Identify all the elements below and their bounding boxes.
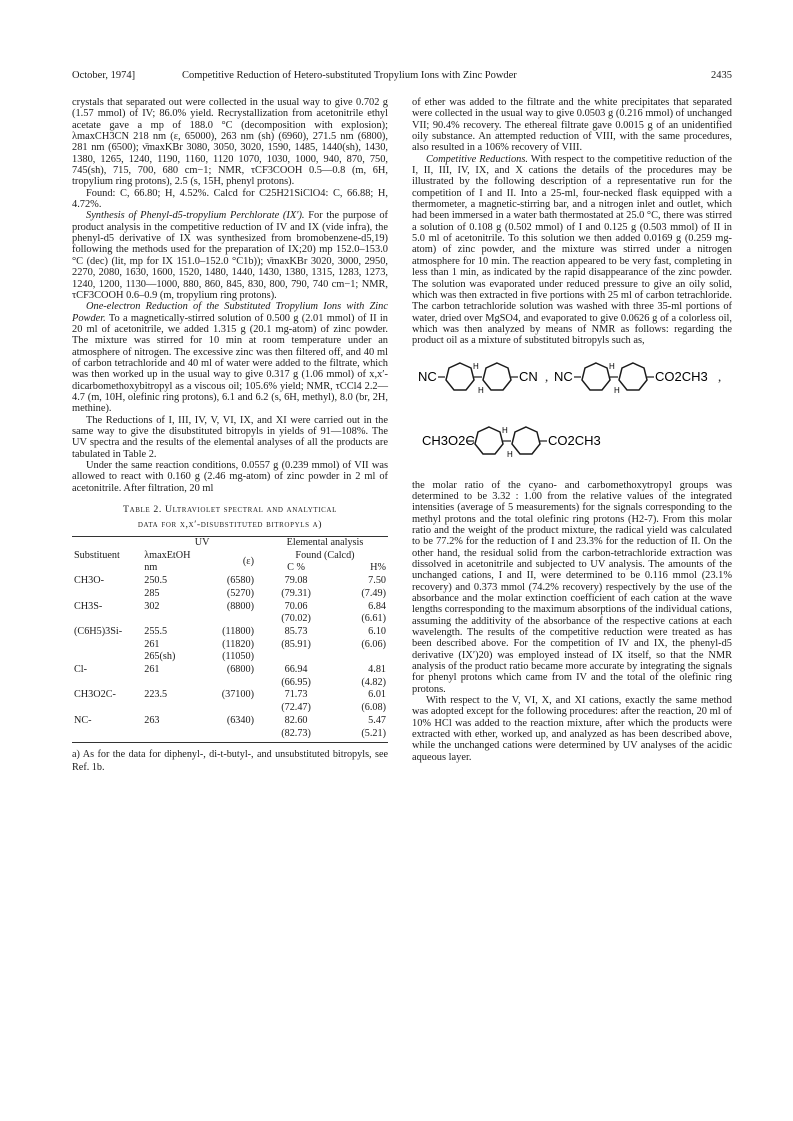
table-row <box>72 728 388 743</box>
table-footnote: a) As for the data for diphenyl-, di-t-butyl-, and unsubstituted bitropyls, see Ref. 1b. <box>72 749 388 773</box>
cell-hydrogen: 6.84 <box>368 600 386 612</box>
table-row <box>72 664 388 677</box>
cell-lambda: 263 <box>144 714 160 726</box>
separator: , <box>718 368 722 384</box>
cell-carbon: 85.73 <box>284 625 308 637</box>
table-header-row <box>72 537 388 550</box>
cell-substituent <box>72 588 142 601</box>
cell-hydrogen: (6.61) <box>361 613 386 625</box>
cell-hydrogen: 6.01 <box>368 689 386 701</box>
table-row <box>72 677 388 690</box>
structure-label: NC <box>554 368 573 384</box>
cell-epsilon <box>198 728 262 743</box>
separator: , <box>545 368 549 384</box>
col-header-c: C % <box>287 562 305 574</box>
col-header-h: H% <box>370 562 386 574</box>
cell-epsilon: (5270) <box>226 587 254 599</box>
cell-epsilon <box>198 702 262 715</box>
cell-substituent: CH3S- <box>74 600 103 612</box>
cell-carbon: 70.06 <box>284 600 308 612</box>
cell-substituent <box>72 651 142 664</box>
cell-substituent <box>72 728 142 743</box>
cell-carbon: (70.02) <box>281 613 311 625</box>
structure-row <box>412 360 732 394</box>
section-title: One-electron Reduction of the Substituted Tropylium Ions with Zinc Powder. <box>72 301 388 324</box>
cell-hydrogen: 5.47 <box>368 714 386 726</box>
cell-epsilon <box>198 613 262 626</box>
cell-substituent <box>72 702 142 715</box>
cell-epsilon: (8800) <box>226 600 254 612</box>
paragraph-body: With respect to the competitive reduction of the I, II, III, IV, IX, and X cations the details of the procedures may be illustrated by the following description of a representative run for the competition of I and II. Into a 25-ml, four-necked flask equipped with a thermometer, a magnetic-stirring bar, and a nitrogen inlet and outlet, which had been immersed in a water bath thermostated at 25.0 °C, there was stirred a solution of 0.108 g (0.502 mmol) of I and 0.125 g (0.503 mmol) of II in 5.0 ml of acetonitrile. To this solution we then added 0.0169 g (0.259 mg-atom) of zinc powder, and the mixture was stirred under a nitrogen atmosphere for 10 min. The reaction appeared to be very fast, completing in less than 1 min, as indicated by the rapid disappearance of the zinc powder. The solution was evaporated under reduced pressure to give an oily solid, which was then extracted in five portions with 25 ml of carbon tetrachloride. The carbon tetrachloride solution was washed with three 35-ml portions of water, dried over MgSO4, and evaporated to give 0.0626 g of a colorless oil, which was then analyzed by means of NMR as follows: regarding the product oil as a mixture of substituted bitropyls such as, <box>412 153 732 347</box>
cell-hydrogen: 7.50 <box>368 575 386 587</box>
cell-lambda: 223.5 <box>144 689 168 701</box>
cell-lambda: 255.5 <box>144 625 168 637</box>
paragraph: Under the same reaction conditions, 0.0557 g (0.239 mmol) of VII was allowed to react with 0.160 g (2.46 mg-atom) of zinc powder in 2 ml of acetonitrile. After filtration, 20 ml <box>72 460 388 494</box>
table-caption-line: data for x,x′-disubstituted bitropyls a) <box>137 519 323 531</box>
hydrogen-label: H <box>609 361 615 371</box>
table-row <box>72 575 388 588</box>
data-table <box>72 536 388 743</box>
structure-label: CO2CH3 <box>548 432 601 448</box>
cell-carbon: (79.31) <box>281 587 311 599</box>
left-column <box>72 97 388 775</box>
page-header <box>72 70 732 86</box>
cell-lambda: 261 <box>144 664 160 676</box>
paragraph-body: To a magnetically-stirred solution of 0.500 g (2.01 mmol) of II in 20 ml of acetonitrile, we added 1.315 g (20.1 mg-atom) of zinc powder. The mixture was stirred for 10 min at room temperature under an atmosphere of nitrogen. The excessive zinc was then filtered off, and 40 ml of carbon tetrachloride and 40 ml of water were added to the filtrate, which was then worked up in the usual way to give 0.317 g (1.06 mmol) of x,x′-dicarbomethoxybitropyl as a viscous oil; 105.6% yield; NMR, τCCl4 2.2—4.7 (m, 10H, olefinic ring protons), 6.1 and 6.2 (s, 6H, methyl), 8.0 (br, 2H, methine). <box>72 312 388 415</box>
table-row <box>72 715 388 728</box>
cell-hydrogen: (6.06) <box>361 638 386 650</box>
cell-substituent: CH3O- <box>74 575 104 587</box>
table-row <box>72 702 388 715</box>
cell-carbon: (82.73) <box>262 728 330 743</box>
cell-hydrogen: 4.81 <box>368 664 386 676</box>
paragraph <box>72 210 388 301</box>
structure-row <box>412 424 732 458</box>
running-title: Competitive Reduction of Hetero-substituted Tropylium Ions with Zinc Powder <box>182 70 517 81</box>
cell-carbon <box>262 651 330 664</box>
hydrogen-label: H <box>478 385 484 394</box>
table-row <box>72 639 388 652</box>
hydrogen-label: H <box>507 449 513 458</box>
cell-carbon: 71.73 <box>284 689 308 701</box>
structure-label: NC <box>418 368 437 384</box>
hydrogen-label: H <box>473 361 479 371</box>
cell-lambda <box>142 677 198 690</box>
cell-lambda <box>142 702 198 715</box>
right-column <box>412 97 732 763</box>
paragraph <box>72 301 388 414</box>
col-header-found: Found (Calcd) <box>295 549 355 561</box>
table-row <box>72 588 388 601</box>
cell-lambda: 261 <box>144 638 160 650</box>
cell-lambda <box>142 728 198 743</box>
table-caption-line: Table 2. Ultraviolet spectral and analytical <box>123 504 337 516</box>
cell-substituent <box>72 639 142 652</box>
cell-substituent: CH3O2C- <box>74 689 116 701</box>
col-header-substituent: Substituent <box>74 549 120 561</box>
cell-lambda: 250.5 <box>144 575 168 587</box>
table-caption <box>72 502 388 532</box>
table-row <box>72 626 388 639</box>
journal-date: October, 1974] <box>72 70 136 81</box>
table-row <box>72 601 388 614</box>
cell-epsilon: (6800) <box>226 664 254 676</box>
cell-substituent: Cl- <box>74 664 88 676</box>
structure-label: CH3O2C <box>422 432 475 448</box>
cell-substituent <box>72 677 142 690</box>
cell-epsilon: (37100) <box>221 689 254 701</box>
cell-carbon: 82.60 <box>284 714 308 726</box>
section-title: Synthesis of Phenyl-d5-tropylium Perchlorate (IX′). <box>86 210 305 222</box>
section-title: Competitive Reductions. <box>426 153 528 165</box>
page-number: 2435 <box>711 70 732 81</box>
paragraph: of ether was added to the filtrate and the white precipitates that separated were collected in the usual way to give 0.0503 g (0.216 mmol) of unchanged VII; 90.4% recovery. The ethereal filtrate gave 0.0015 g of an unidentified oily substance. An attempted reduction of VIII, with the same procedures, also resulted in a 106% recovery of VIII. <box>412 97 732 154</box>
cell-hydrogen <box>330 651 388 664</box>
bitropyl-structure-cyano-cyano <box>418 360 563 394</box>
bitropyl-structure-ester-ester <box>422 424 612 458</box>
cell-epsilon: (11820) <box>222 638 254 650</box>
paragraph-body: For the purpose of product analysis in the competitive reduction of IV and IX (vide infra), the phenyl-d5 derivative of IX was synthesized from bromobenzene-d5,19) following the methods used for the preparation of IX;20) mp 152.0–153.0 °C (dec) (lit, mp for IX 151.0–152.0 °C1b)); ν̄maxKBr 3020, 3000, 2950, 2270, 2080, 1630, 1600, 1520, 1480, 1440, 1430, 1380, 1315, 1283, 1273, 1240, 1200, 1130—1000, 880, 860, 845, 830, 800, 790, 740 cm−1; NMR, τCF3COOH 0.6–0.9 (m, tropylium ring protons). <box>72 210 388 301</box>
paragraph <box>412 154 732 347</box>
cell-carbon: 79.08 <box>284 575 308 587</box>
cell-lambda: 302 <box>144 600 160 612</box>
cell-hydrogen: 6.10 <box>368 625 386 637</box>
structure-label: CN <box>519 368 538 384</box>
hydrogen-label: H <box>502 425 508 435</box>
col-header-uv: UV <box>194 537 210 549</box>
col-header-lambda: λmaxEtOH nm <box>144 549 191 574</box>
table-row <box>72 651 388 664</box>
cell-epsilon <box>198 677 262 690</box>
paragraph: crystals that separated out were collected in the usual way to give 0.702 g (1.57 mmol) of IV; 86.0% yield. Recrystallization from acetonitrile ethyl acetate gave a mp of 188.0 °C (decomposition with explosion); λmaxCH3CN 218 nm (ε, 65000), 263 nm (sh) (6960), 271.5 nm (6800), 281 nm (6500); ν̄maxKBr 3080, 3050, 3020, 1590, 1485, 1440(sh), 1430, 1380, 1265, 1240, 1190, 1160, 1120 1070, 1030, 1000, 940, 870, 750, 745(sh), 715, 700, 680 cm−1; NMR, τCF3COOH 0.5—0.8 (m, 6H, tropylium ring protons), 2.5 (s, 15H, phenyl protons). <box>72 97 388 188</box>
cell-lambda: 265(sh) <box>144 651 176 663</box>
structure-label: CO2CH3 <box>655 368 708 384</box>
cell-carbon: (85.91) <box>281 638 311 650</box>
cell-epsilon: (6580) <box>226 575 254 587</box>
cell-hydrogen: (6.08) <box>361 702 386 714</box>
cell-substituent: (C6H5)3Si- <box>74 625 123 637</box>
col-header-epsilon: (ε) <box>242 556 254 568</box>
paragraph: With respect to the V, VI, X, and XI cations, exactly the same method was adopted except for the following procedures: after the reaction, 20 ml of 10% HCl was added to the reaction mixture, after which the products were extracted with ether, worked up, and analyzed as has been described above, while the unchanged cations were determined by UV analyses of the acidic aqueous layer. <box>412 695 732 763</box>
cell-hydrogen: (5.21) <box>330 728 388 743</box>
cell-substituent: NC- <box>74 714 92 726</box>
paragraph: the molar ratio of the cyano- and carbomethoxytropyl groups was determined to be 3.32 : 1.00 from the relative values of the integrated intensities (average of 5 measurements) for the signals corresponding to the methyl protons and the total olefinic ring protons (H2-7). From this molar ratio and the weight of the product mixture, the radical yield was calculated to be 77.2% for the reduction of I and 23.3% for the reduction of II. On the other hand, the residual solid from the carbon-tetrachloride extraction was dissolved in acetonitrile and subjected to UV analysis. The amounts of the unchanged cations, I and II, were determined to be 0.116 mmol (23.1% recovery) and 0.373 mmol (74.2% recovery) respectively by the use of the absorbance and the molar extinction coefficient of each cation at the wave lengths corresponding to the maximum absorptions of the individual cations, assuming the additivity of the absorbance of the respective cations at each wavelength. The results of the competitive reduction were treated as has been described above. For the competition of IV and IX, the phenyl-d5 derivative (IX′)20) was employed instead of IX itself, so that the NMR analysis of the product ratio became more accurate by integrating the signals for phenyl protons which came from IV and the total of the olefinic ring protons. <box>412 479 732 695</box>
cell-hydrogen: (7.49) <box>361 587 386 599</box>
cell-carbon: 66.94 <box>284 664 308 676</box>
cell-carbon: (66.95) <box>281 676 311 688</box>
cell-carbon: (72.47) <box>281 702 311 714</box>
cell-substituent <box>72 613 142 626</box>
cell-epsilon: (11050) <box>222 651 254 663</box>
table-row <box>72 613 388 626</box>
cell-hydrogen: (4.82) <box>361 676 386 688</box>
paragraph: The Reductions of I, III, IV, V, VI, IX, and XI were carried out in the same way to give the disubstituted bitropyls in yields of 91—108%. The UV spectra and the results of the elemental analyses of all the products are tabulated in Table 2. <box>72 414 388 460</box>
hydrogen-label: H <box>614 385 620 394</box>
col-header-elemental: Elemental analysis <box>286 537 364 549</box>
cell-epsilon: (11800) <box>222 625 254 637</box>
table-row <box>72 689 388 702</box>
bitropyl-structure-cyano-ester <box>554 360 732 394</box>
cell-lambda: 285 <box>144 587 160 599</box>
table-body <box>72 575 388 743</box>
cell-epsilon: (6340) <box>226 714 254 726</box>
cell-lambda <box>142 613 198 626</box>
paragraph: Found: C, 66.80; H, 4.52%. Calcd for C25H21SiClO4: C, 66.88; H, 4.72%. <box>72 187 388 211</box>
